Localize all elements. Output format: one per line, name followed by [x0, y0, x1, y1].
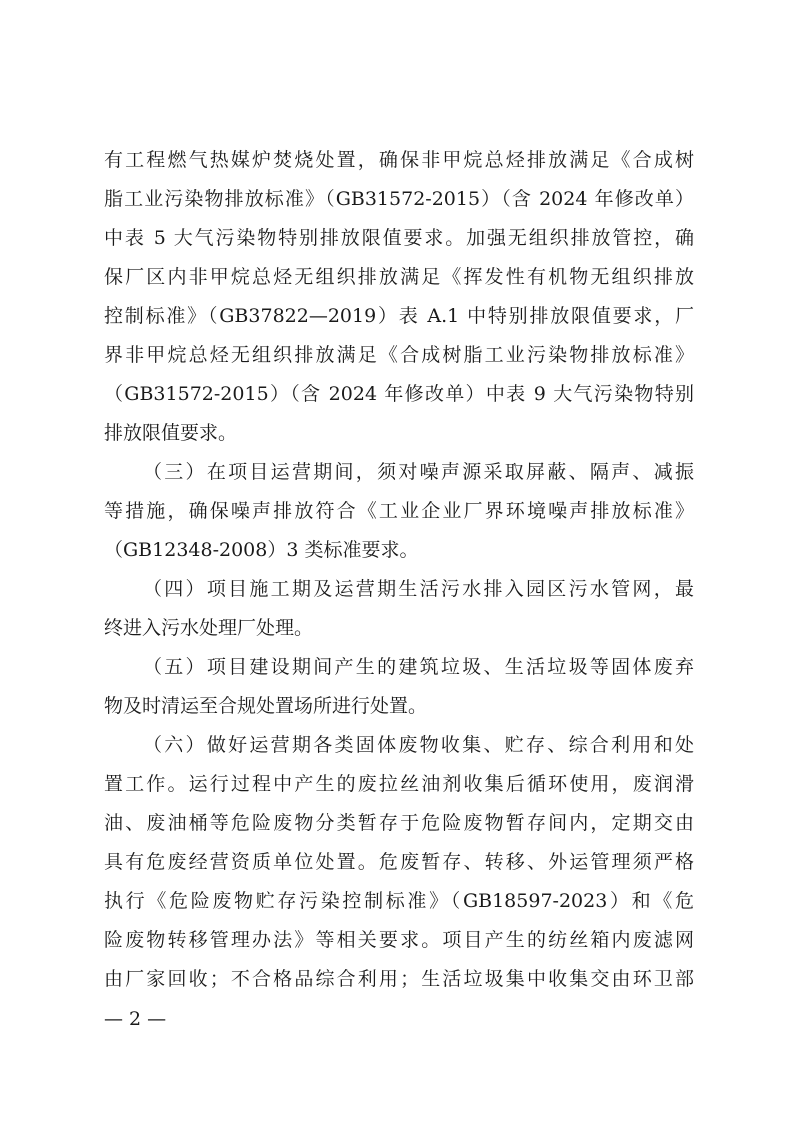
text-line: 有工程燃气热媒炉焚烧处置，确保非甲烷总烃排放满足《合成树 [104, 149, 694, 171]
text-line: 控制标准》（GB37822—2019）表 A.1 中特别排放限值要求，厂 [104, 305, 694, 327]
text-line: （GB31572-2015）（含 2024 年修改单）中表 9 大气污染物特别 [104, 383, 694, 405]
text-line: 界非甲烷总烃无组织排放满足《合成树脂工业污染物排放标准》 [104, 344, 694, 366]
page-number: — 2 — [104, 1008, 167, 1030]
text-line: 脂工业污染物排放标准》（GB31572-2015）（含 2024 年修改单） [104, 188, 694, 210]
paragraph-three-start: （三）在项目运营期间，须对噪声源采取屏蔽、隔声、减振 [143, 461, 694, 483]
text-line: 险废物转移管理办法》等相关要求。项目产生的纺丝箱内废滤网 [104, 929, 694, 951]
text-line: 具有危废经营资质单位处置。危废暂存、转移、外运管理须严格 [104, 851, 694, 873]
paragraph-four-start: （四）项目施工期及运营期生活污水排入园区污水管网，最 [143, 578, 694, 600]
text-line: 油、废油桶等危险废物分类暂存于危险废物暂存间内，定期交由 [104, 812, 694, 834]
text-line: 物及时清运至合规处置场所进行处置。 [104, 695, 428, 717]
text-line: 由厂家回收；不合格品综合利用；生活垃圾集中收集交由环卫部 [104, 968, 694, 990]
paragraph-five-start: （五）项目建设期间产生的建筑垃圾、生活垃圾等固体废弃 [143, 656, 694, 678]
text-line: 排放限值要求。 [104, 422, 238, 444]
text-line: （GB12348-2008）3 类标准要求。 [104, 539, 419, 561]
paragraph-six-start: （六）做好运营期各类固体废物收集、贮存、综合利用和处 [143, 734, 694, 756]
text-line: 执行《危险废物贮存污染控制标准》（GB18597-2023）和《危 [104, 890, 694, 912]
text-line: 中表 5 大气污染物特别排放限值要求。加强无组织排放管控，确 [104, 227, 694, 249]
text-line: 等措施，确保噪声排放符合《工业企业厂界环境噪声排放标准》 [104, 500, 694, 522]
text-line: 置工作。运行过程中产生的废拉丝油剂收集后循环使用，废润滑 [104, 773, 694, 795]
text-line: 保厂区内非甲烷总烃无组织排放满足《挥发性有机物无组织排放 [104, 266, 694, 288]
text-line: 终进入污水处理厂处理。 [104, 617, 314, 639]
